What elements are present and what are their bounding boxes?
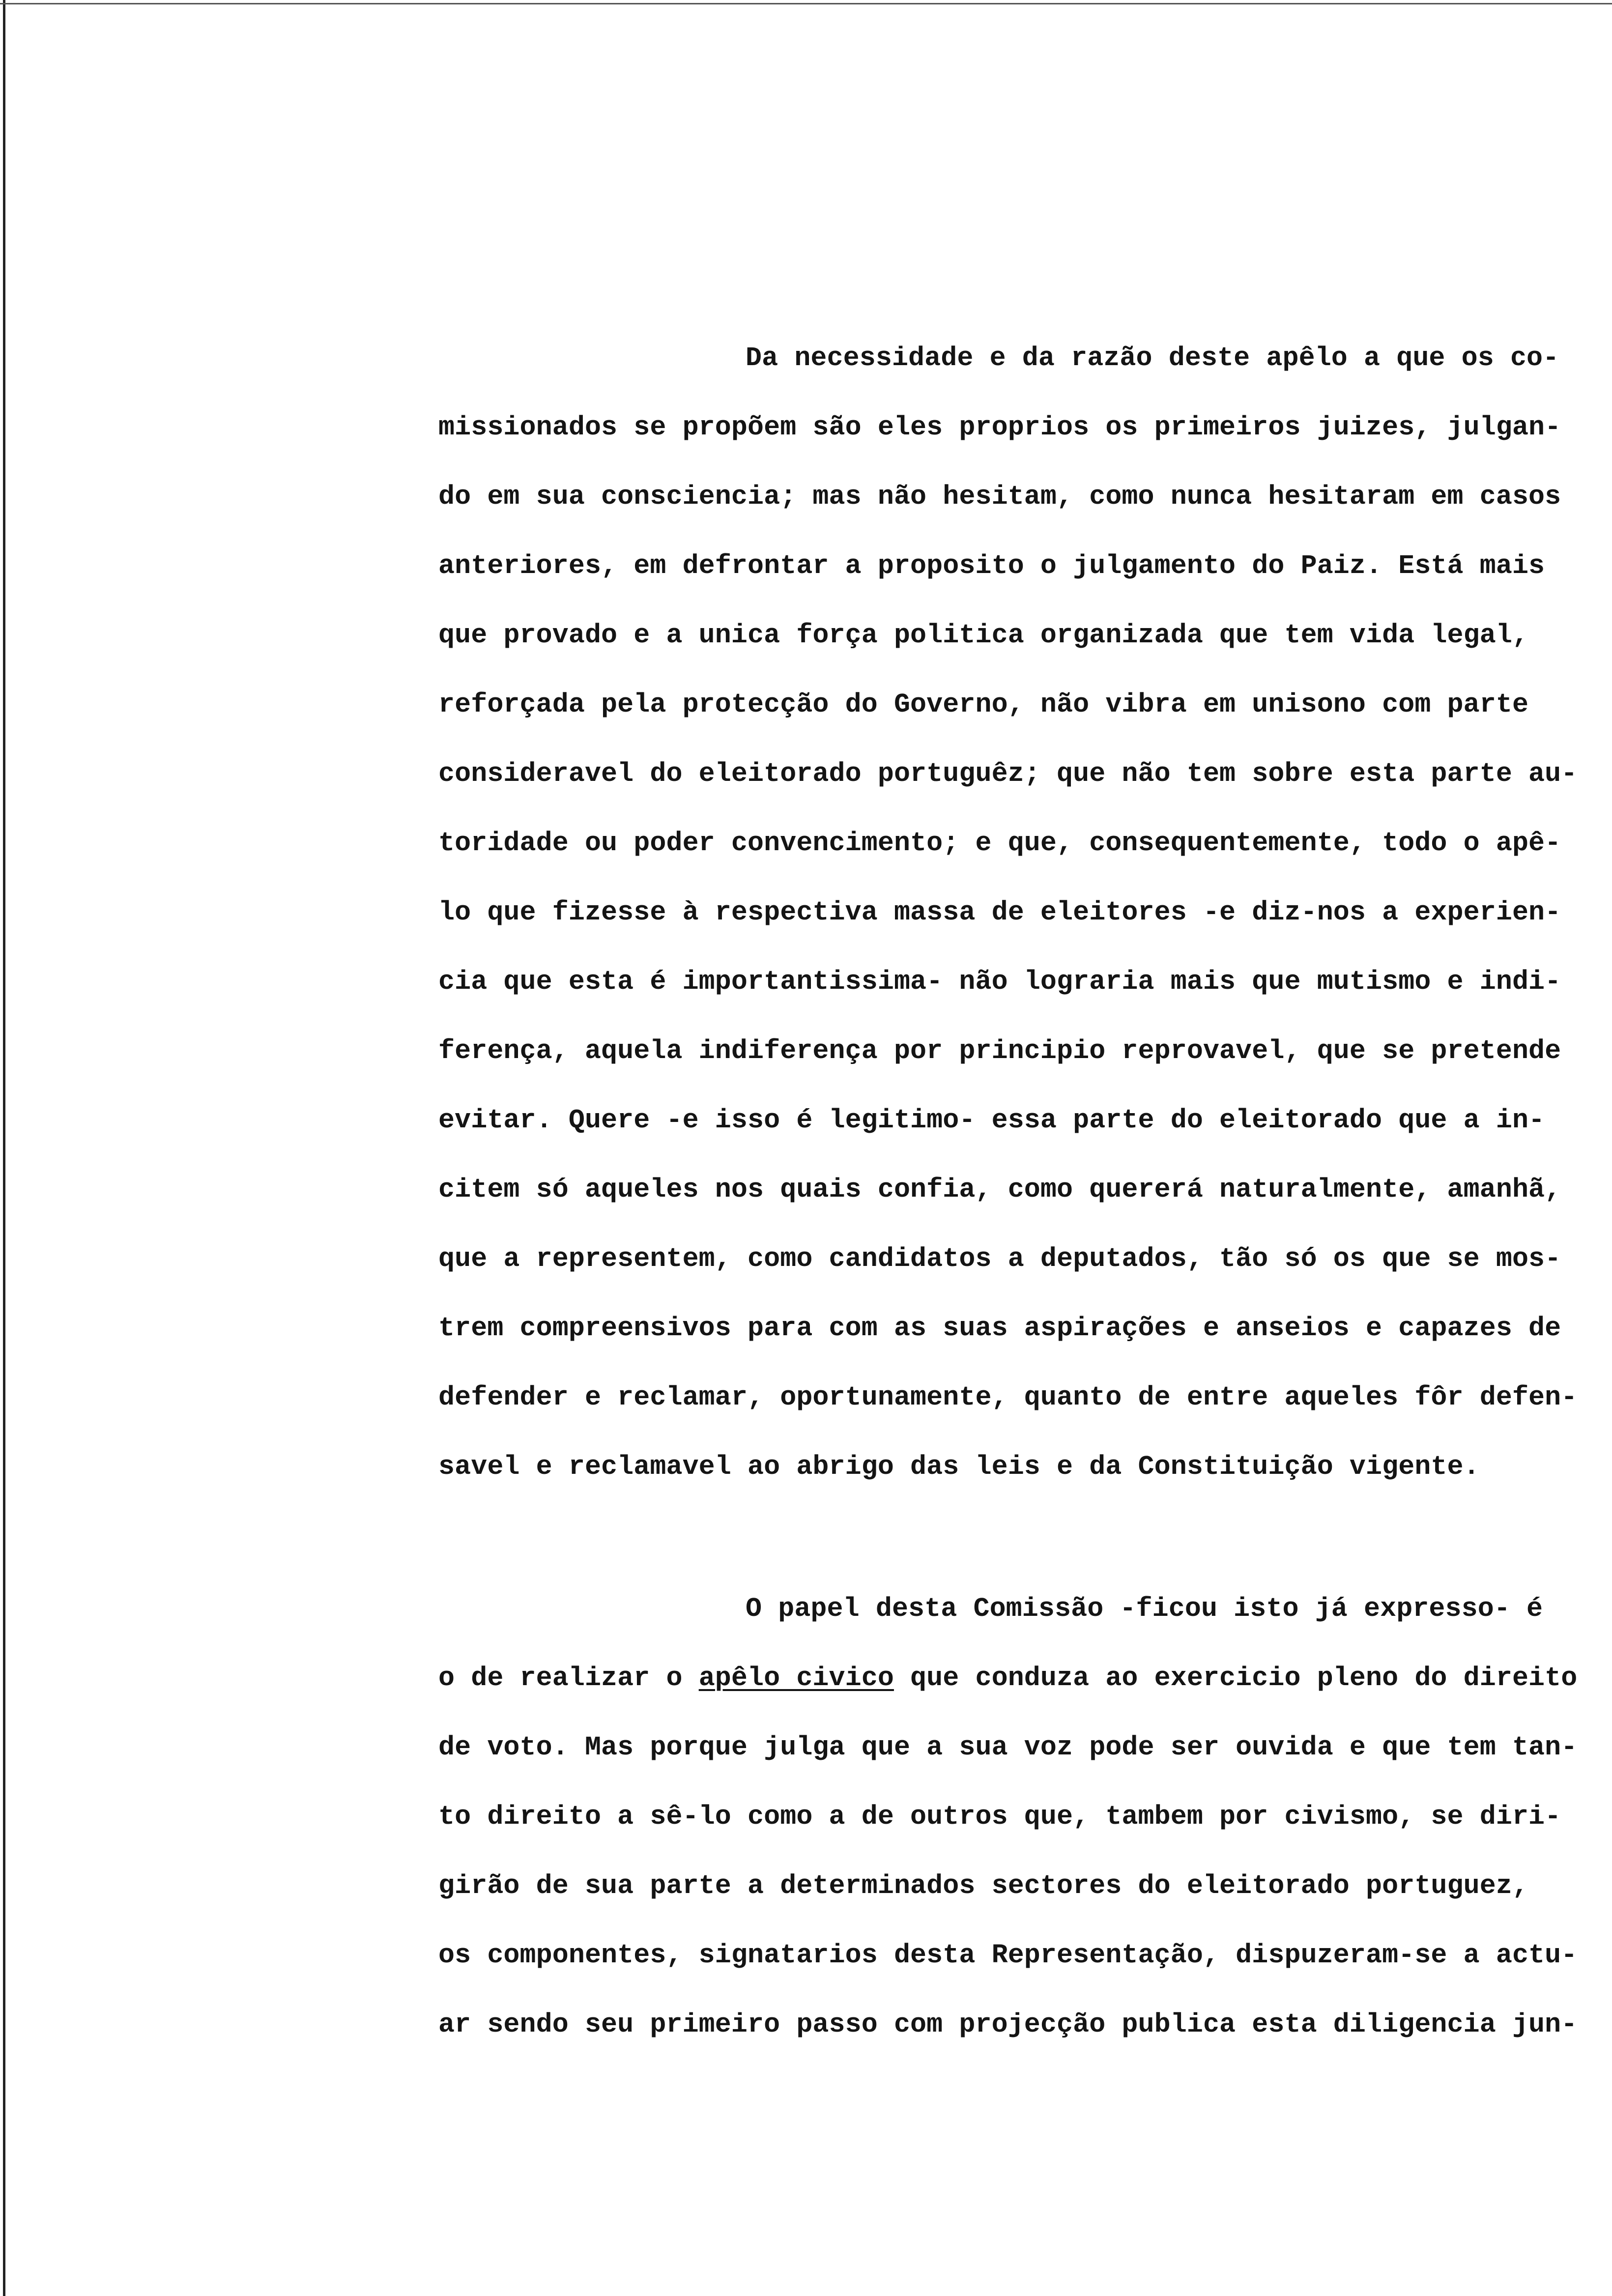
text-line: Da necessidade e da razão deste apêlo a que os co-: [746, 343, 1559, 373]
text-line: ar sendo seu primeiro passo com projecção publica esta diligencia jun-: [438, 2009, 1578, 2040]
text-line: [438, 1661, 1577, 1695]
underlined-phrase: apêlo civico: [698, 1663, 894, 1693]
text-line: cia que esta é importantissima- não lograria mais que mutismo e indi-: [438, 966, 1561, 997]
text-line: consideravel do eleitorado portuguêz; que não tem sobre esta parte au-: [438, 758, 1578, 789]
text-line: que provado e a unica força politica organizada que tem vida legal,: [438, 620, 1529, 651]
text-line: O papel desta Comissão -ficou isto já expresso- é: [746, 1593, 1543, 1624]
text-line: que a representem, como candidatos a deputados, tão só os que se mos-: [438, 1243, 1561, 1274]
text-line: ferença, aquela indiferença por principio reprovavel, que se pretende: [438, 1035, 1561, 1066]
text-line: de voto. Mas porque julga que a sua voz pode ser ouvida e que tem tan-: [438, 1732, 1578, 1763]
text-line: evitar. Quere -e isso é legitimo- essa parte do eleitorado que a in-: [438, 1105, 1545, 1136]
text-line: do em sua consciencia; mas não hesitam, como nunca hesitaram em casos: [438, 481, 1561, 512]
text-line: trem compreensivos para com as suas aspirações e anseios e capazes de: [438, 1313, 1561, 1344]
text-line: os componentes, signatarios desta Representação, dispuzeram-se a actu-: [438, 1940, 1578, 1971]
text-segment: o de realizar o: [438, 1663, 699, 1693]
text-line: toridade ou poder convencimento; e que, consequentemente, todo o apê-: [438, 828, 1561, 859]
text-line: reforçada pela protecção do Governo, não vibra em unisono com parte: [438, 689, 1529, 720]
text-segment: que conduza ao exercicio pleno do direito: [893, 1663, 1578, 1693]
text-line: lo que fizesse à respectiva massa de eleitores -e diz-nos a experien-: [438, 897, 1561, 928]
text-line: citem só aqueles nos quais confia, como quererá naturalmente, amanhã,: [438, 1174, 1561, 1205]
text-line: missionados se propõem são eles proprios os primeiros juizes, julgan-: [438, 412, 1561, 443]
text-line: defender e reclamar, oportunamente, quanto de entre aqueles fôr defen-: [438, 1382, 1578, 1413]
text-line: to direito a sê-lo como a de outros que, tambem por civismo, se diri-: [438, 1801, 1561, 1832]
text-line: girão de sua parte a determinados sectores do eleitorado portuguez,: [438, 1870, 1529, 1901]
text-line: savel e reclamavel ao abrigo das leis e da Constituição vigente.: [438, 1451, 1480, 1482]
text-line: anteriores, em defrontar a proposito o julgamento do Paiz. Está mais: [438, 550, 1545, 581]
